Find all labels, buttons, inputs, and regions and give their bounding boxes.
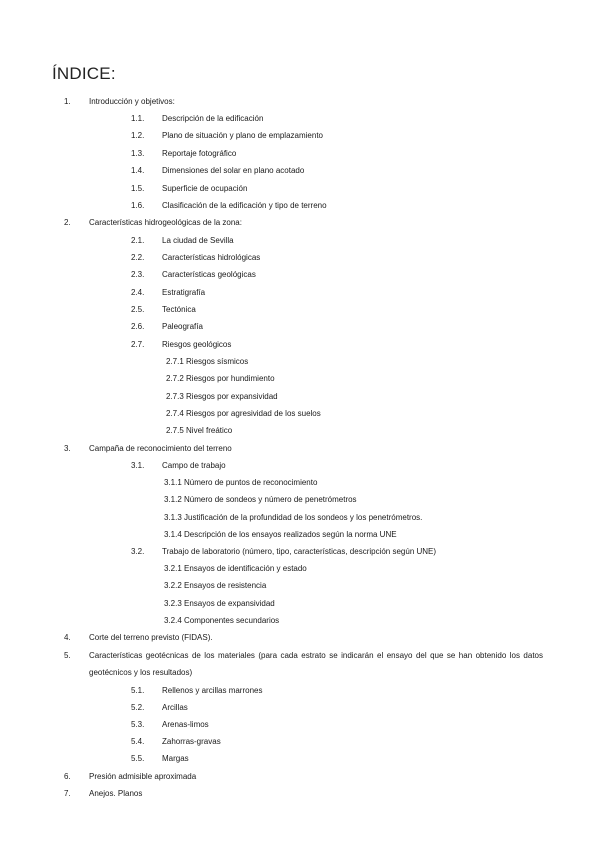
item-number: 3.1. [131, 461, 145, 470]
item-number: 4. [64, 633, 71, 642]
item-text: La ciudad de Sevilla [162, 236, 234, 245]
item-number: 7. [64, 789, 71, 798]
item-text: geotécnicos y los resultados) [89, 668, 193, 677]
item-text: Tectónica [162, 305, 196, 314]
item-number: 1.3. [131, 149, 145, 158]
item-text: Arenas-limos [162, 720, 209, 729]
list-item [164, 580, 266, 591]
item-number: 5. [64, 651, 71, 660]
item-text: Descripción de la edificación [162, 114, 264, 123]
item-number: 6. [64, 772, 71, 781]
item-number: 1.1. [131, 114, 145, 123]
item-number: 2.4. [131, 288, 145, 297]
item-number: 3.2. [131, 547, 145, 556]
item-text: Arcillas [162, 703, 188, 712]
item-text: 3.2.1 Ensayos de identificación y estado [164, 564, 307, 573]
item-text: Características geotécnicas de los materiales (para cada estrato se indicarán el ensayo del que se han obtenido los datos [89, 651, 543, 660]
item-text: Plano de situación y plano de emplazamiento [162, 131, 323, 140]
item-number: 2.5. [131, 305, 145, 314]
page-title: ÍNDICE: [52, 64, 116, 83]
item-text: 3.2.3 Ensayos de expansividad [164, 599, 275, 608]
item-text: Características hidrológicas [162, 253, 261, 262]
item-number: 1.5. [131, 184, 145, 193]
item-text: 3.1.2 Número de sondeos y número de penetrómetros [164, 495, 357, 504]
item-text: Estratigrafía [162, 288, 206, 297]
list-item [164, 529, 397, 540]
item-text: Rellenos y arcillas marrones [162, 686, 263, 695]
item-text: 3.2.4 Componentes secundarios [164, 616, 280, 625]
item-text: Trabajo de laboratorio (número, tipo, características, descripción según UNE) [162, 547, 437, 556]
item-text: Superficie de ocupación [162, 184, 248, 193]
item-number: 1.4. [131, 166, 145, 175]
item-text: 2.7.5 Nivel freático [166, 426, 233, 435]
item-text: Clasificación de la edificación y tipo de terreno [162, 201, 327, 210]
item-text: 2.7.4 Riesgos por agresividad de los suelos [166, 409, 321, 418]
item-number: 5.5. [131, 754, 145, 763]
item-number: 3. [64, 444, 71, 453]
list-item [166, 373, 275, 384]
item-number: 5.3. [131, 720, 145, 729]
item-text: Introducción y objetivos: [89, 97, 175, 106]
item-text: 3.1.4 Descripción de los ensayos realizados según la norma UNE [164, 530, 397, 539]
list-item [164, 477, 317, 488]
list-item [166, 425, 232, 436]
item-number: 2.6. [131, 322, 145, 331]
item-text: Campaña de reconocimiento del terreno [89, 444, 232, 453]
item-text: Anejos. Planos [89, 789, 143, 798]
item-text: 2.7.3 Riesgos por expansividad [166, 392, 278, 401]
item-text: Corte del terreno previsto (FIDAS). [89, 633, 213, 642]
item-number: 5.2. [131, 703, 145, 712]
item-text: 2.7.2 Riesgos por hundimiento [166, 374, 275, 383]
item-number: 2.2. [131, 253, 145, 262]
item-text: Riesgos geológicos [162, 340, 232, 349]
list-item [164, 494, 357, 505]
item-number: 5.1. [131, 686, 145, 695]
item-number: 1.2. [131, 131, 145, 140]
item-number: 2. [64, 218, 71, 227]
item-text: Margas [162, 754, 189, 763]
list-item [164, 615, 279, 626]
item-text: Zahorras-gravas [162, 737, 221, 746]
item-text: Campo de trabajo [162, 461, 226, 470]
list-item [164, 598, 275, 609]
list-item [164, 512, 422, 523]
item-number: 2.1. [131, 236, 145, 245]
item-text: Paleografía [162, 322, 203, 331]
list-item-continuation [89, 667, 192, 678]
item-text: Características hidrogeológicas de la zona: [89, 218, 242, 227]
list-item [166, 356, 248, 367]
item-text: Características geológicas [162, 270, 256, 279]
item-number: 5.4. [131, 737, 145, 746]
item-text: 3.2.2 Ensayos de resistencia [164, 581, 267, 590]
item-text: 3.1.3 Justificación de la profundidad de los sondeos y los penetrómetros. [164, 513, 423, 522]
list-item [166, 408, 321, 419]
item-text: 3.1.1 Número de puntos de reconocimiento [164, 478, 318, 487]
item-number: 2.7. [131, 340, 145, 349]
list-item [166, 391, 278, 402]
item-number: 1.6. [131, 201, 145, 210]
item-text: 2.7.1 Riesgos sísmicos [166, 357, 249, 366]
list-item [164, 563, 307, 574]
item-number: 2.3. [131, 270, 145, 279]
item-text: Presión admisible aproximada [89, 772, 197, 781]
item-number: 1. [64, 97, 71, 106]
item-text: Reportaje fotográfico [162, 149, 237, 158]
item-text: Dimensiones del solar en plano acotado [162, 166, 305, 175]
